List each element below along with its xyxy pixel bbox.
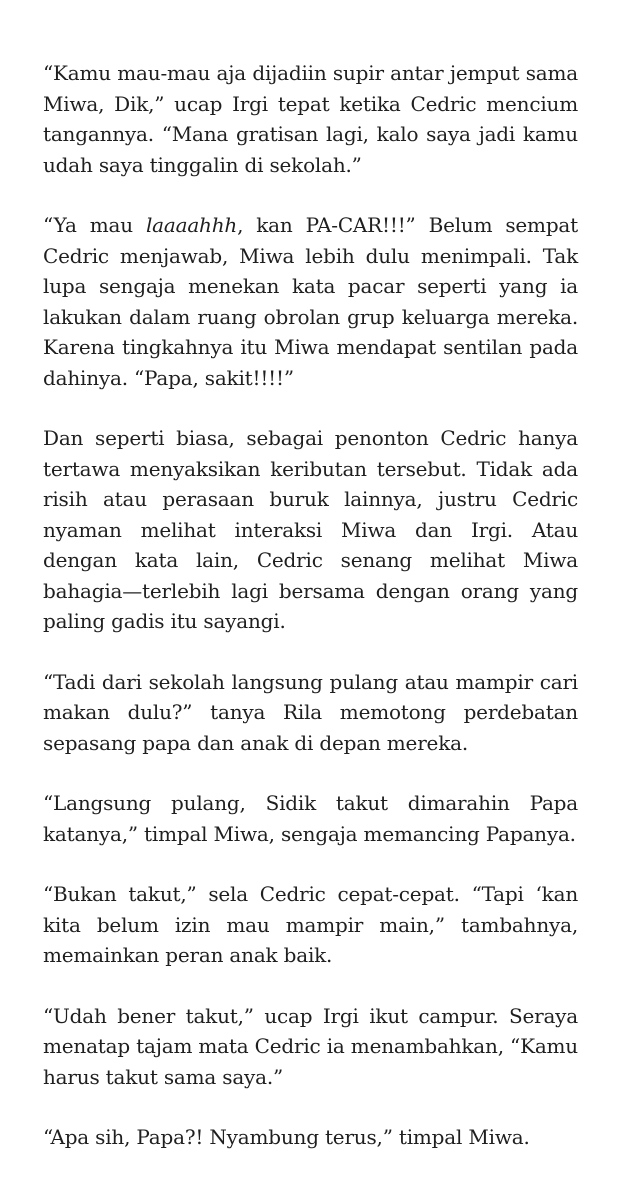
emphasis-text: laaaahhh	[145, 213, 238, 237]
paragraph-text: “Udah bener takut,” ucap Irgi ikut campur. Seraya menatap tajam mata Cedric ia menambahkan, “Kamu harus takut sama saya.”	[43, 1003, 578, 1089]
paragraph-8	[43, 1122, 578, 1153]
paragraph-2	[43, 210, 578, 393]
paragraph-text: “Tadi dari sekolah langsung pulang atau mampir cari makan dulu?” tanya Rila memotong perdebatan sepasang papa dan anak di depan mereka.	[43, 669, 578, 755]
paragraph-7	[43, 1001, 578, 1093]
paragraph-text: Dan seperti biasa, sebagai penonton Cedric hanya tertawa menyaksikan keributan tersebut. Tidak ada risih atau perasaan buruk lainnya, justru Cedric nyaman melihat interaksi Miwa dan Irgi. Atau dengan kata lain, Cedric senang melihat Miwa bahagia—terlebih lagi bersama dengan orang yang paling gadis itu sayangi.	[43, 426, 578, 633]
paragraph-4	[43, 667, 578, 759]
paragraph-6	[43, 879, 578, 971]
paragraph-1	[43, 58, 578, 180]
paragraph-text: , kan PA-CAR!!!” Belum sempat Cedric menjawab, Miwa lebih dulu menimpali. Tak lupa sengaja menekan kata pacar seperti yang ia lakukan dalam ruang obrolan grup keluarga mereka. Karena tingkahnya itu Miwa mendapat sentilan pada dahinya. “Papa, sakit!!!!”	[43, 213, 578, 390]
paragraph-3	[43, 423, 578, 637]
paragraph-text: “Bukan takut,” sela Cedric cepat-cepat. “Tapi ‘kan kita belum izin mau mampir main,” tambahnya, memainkan peran anak baik.	[43, 882, 578, 967]
paragraph-text: “Apa sih, Papa?! Nyambung terus,” timpal Miwa.	[43, 1125, 530, 1149]
paragraph-text: “Langsung pulang, Sidik takut dimarahin Papa katanya,” timpal Miwa, sengaja memancing Papanya.	[43, 791, 578, 846]
paragraph-text: “Ya mau	[43, 213, 146, 237]
paragraph-5	[43, 788, 578, 849]
paragraph-text: “Kamu mau-mau aja dijadiin supir antar jemput sama Miwa, Dik,” ucap Irgi tepat ketika Cedric mencium tangannya. “Mana gratisan lagi, kalo saya jadi kamu udah saya tinggalin di sekolah.”	[43, 61, 578, 177]
